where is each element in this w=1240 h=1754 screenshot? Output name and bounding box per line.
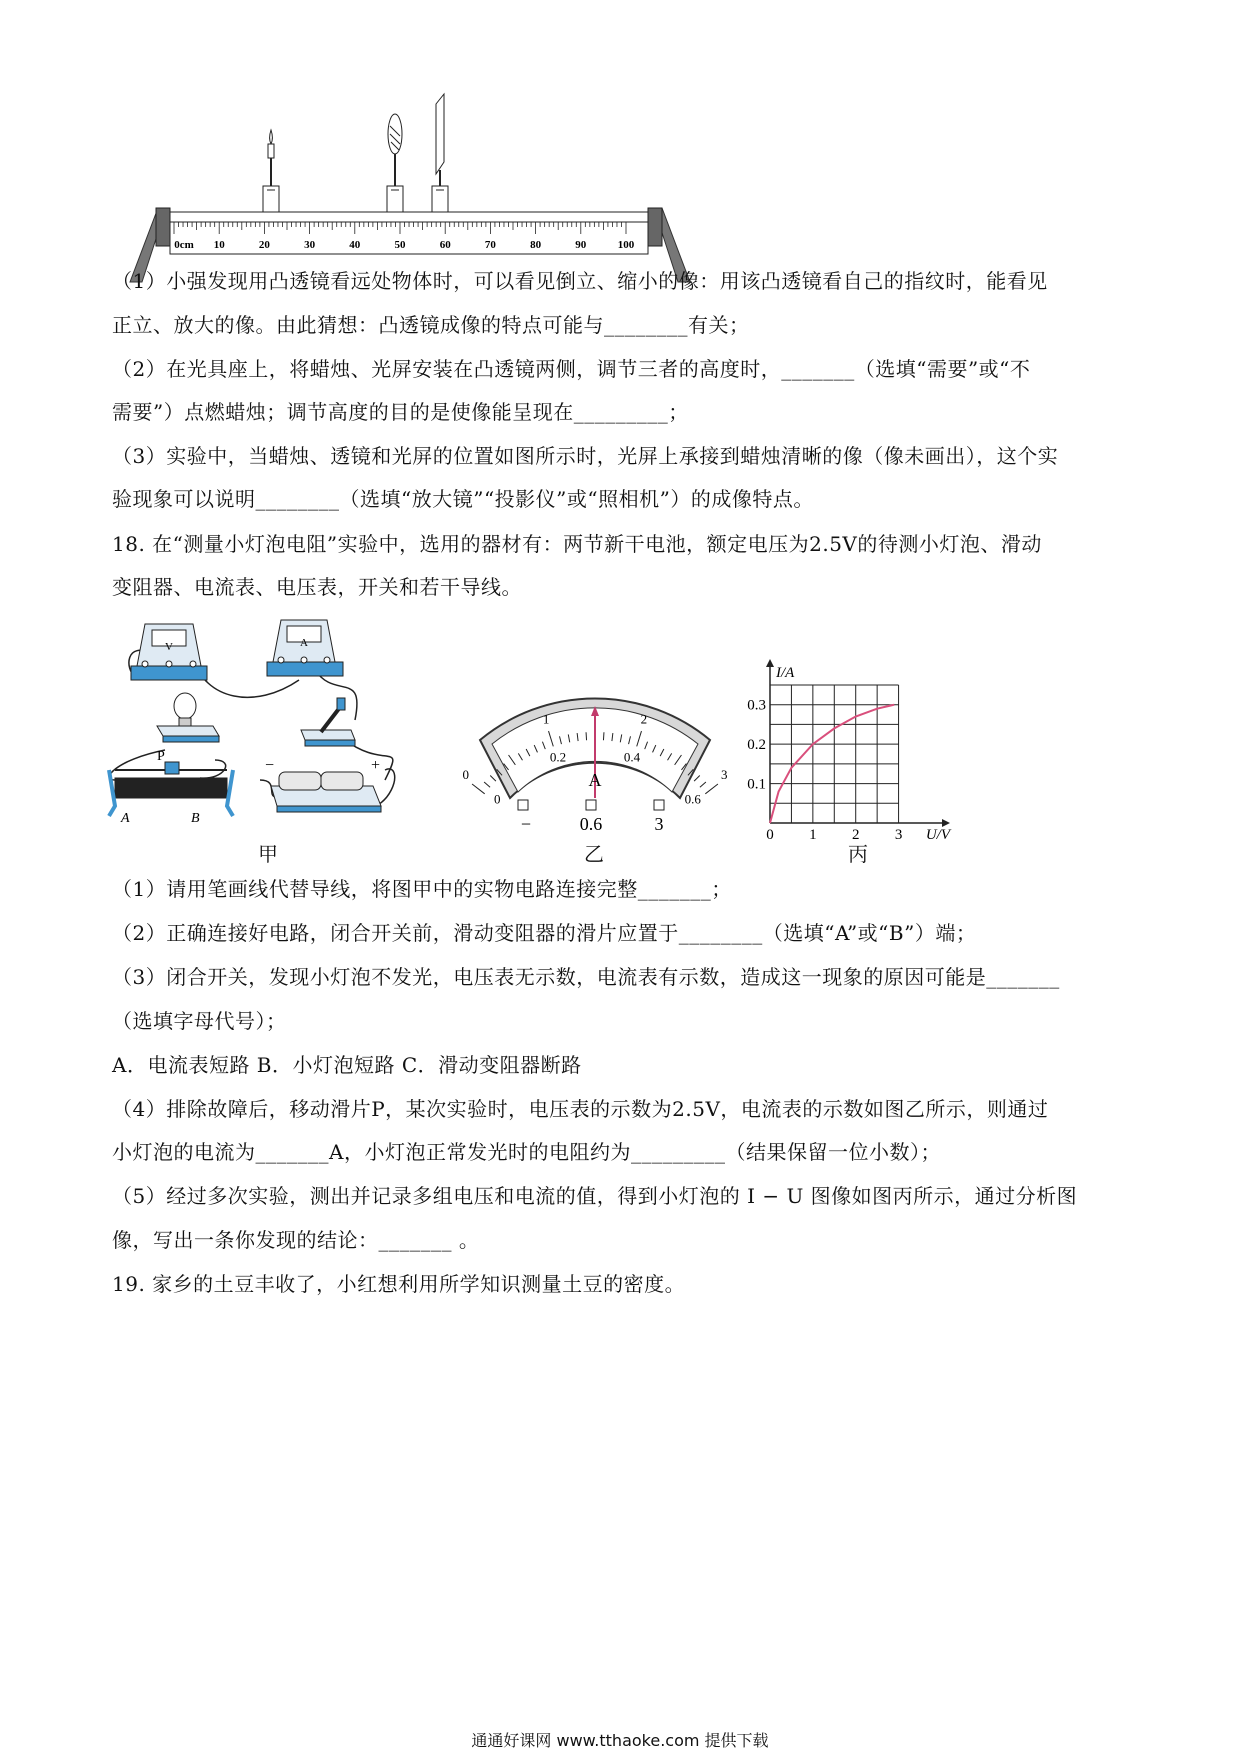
ammeter-label: A (300, 637, 308, 649)
q18-part5-line1: （5）经过多次实验，测出并记录多组电压和电流的值，得到小灯泡的 I − U 图像如图丙所示，通过分析图 (112, 1184, 1078, 1208)
q18-stem-line1: 18. 在“测量小灯泡电阻”实验中，选用的器材有：两节新干电池，额定电压为2.5V的待测小灯泡、滑动 (112, 532, 1042, 556)
x-axis-arrow (942, 819, 950, 827)
dial-tick (484, 782, 490, 787)
q18-part4-line2: 小灯泡的电流为_______A，小灯泡正常发光时的电阻约为_________（结果保留一位小数）； (112, 1140, 941, 1164)
caption-bing: 丙 (848, 844, 868, 866)
q17-part3-line2: 验现象可以说明________（选填“放大镜”“投影仪”或“照相机”）的成像特点。 (112, 487, 814, 511)
q18-options: A．电流表短路 B．小灯泡短路 C．滑动变阻器断路 (112, 1053, 582, 1077)
y-axis-label: I/A (776, 665, 795, 681)
circuit-figure-jia (105, 610, 445, 840)
convex-lens (387, 114, 403, 212)
dial-tick (490, 775, 496, 781)
slider-label-p: P (157, 749, 165, 764)
terminal-3: 3 (654, 814, 664, 834)
x-tick-label: 2 (851, 827, 860, 843)
q17-part1-line1: （1）小强发现用凸透镜看远处物体时，可以看见倒立、缩小的像：用该凸透镜看自己的指纹时，能看见 (112, 269, 1048, 293)
dial-inner-label: 0.4 (623, 749, 641, 765)
y-axis-arrow (766, 659, 774, 667)
y-tick-label: 0.2 (747, 737, 766, 754)
dial-inner-label: 0.6 (684, 791, 701, 807)
candle (263, 130, 279, 212)
ruler-label: 60 (439, 239, 451, 251)
dial-inner-label: 0 (494, 791, 501, 807)
q17-part2-line2: 需要”）点燃蜡烛；调节高度的目的是使像能呈现在_________； (112, 400, 689, 424)
ruler-label: 0cm (174, 239, 194, 251)
ruler-label: 80 (530, 239, 542, 251)
voltmeter-label: V (165, 641, 173, 653)
q18-stem-line2: 变阻器、电流表、电压表，开关和若干导线。 (112, 575, 522, 599)
y-tick-label: 0.1 (747, 776, 766, 793)
chart-grid (770, 685, 899, 823)
dial-outer-label: 2 (640, 711, 648, 727)
terminal-0-6: 0.6 (579, 814, 603, 834)
q18-part3-line1: （3）闭合开关，发现小灯泡不发光，电压表无示数，电流表有示数，造成这一现象的原因可能是_______ (112, 965, 1060, 989)
rheostat-end-b: B (191, 811, 200, 826)
battery-minus: − (265, 757, 275, 774)
light-bulb (157, 693, 219, 742)
q19-stem: 19. 家乡的土豆丰收了，小红想利用所学知识测量土豆的密度。 (112, 1272, 686, 1296)
rheostat-end-a: A (121, 811, 130, 826)
q18-part5-line2: 像，写出一条你发现的结论：_______ 。 (112, 1228, 480, 1252)
dial-tick (694, 775, 700, 781)
ruler-label: 20 (258, 239, 270, 251)
q18-part4-line1: （4）排除故障后，移动滑片P，某次实验时，电压表的示数为2.5V，电流表的示数如图乙所示，则通过 (112, 1097, 1049, 1121)
origin-label: 0 (766, 827, 774, 843)
dial-outer-label: 1 (542, 711, 550, 727)
q17-part2-line1: （2）在光具座上，将蜡烛、光屏安装在凸透镜两侧，调节三者的高度时，_______（选填“需要”或“不 (112, 357, 1031, 381)
terminal-minus: − (520, 814, 532, 834)
q18-part2: （2）正确连接好电路，闭合开关前，滑动变阻器的滑片应置于________（选填“A”或“B”）端； (112, 921, 977, 945)
q18-part3-line2: （选填字母代号）； (112, 1009, 287, 1033)
battery-plus: + (371, 757, 381, 774)
ammeter (267, 620, 343, 676)
voltmeter (131, 624, 207, 680)
optical-bench-figure (120, 100, 700, 290)
ruler-label: 40 (349, 239, 361, 251)
dial-tick (705, 784, 718, 794)
caption-yi: 乙 (584, 844, 604, 866)
dial-tick (700, 782, 706, 787)
q18-part1: （1）请用笔画线代替导线，将图甲中的实物电路连接完整_______； (112, 877, 732, 901)
ruler-label: 70 (484, 239, 496, 251)
x-axis-label: U/V (925, 827, 950, 843)
ruler-label: 30 (304, 239, 316, 251)
q17-part3-line1: （3）实验中，当蜡烛、透镜和光屏的位置如图所示时，光屏上承接到蜡烛清晰的像（像未画出），这个实 (112, 444, 1059, 468)
y-tick-label: 0.3 (747, 697, 766, 714)
battery-box (265, 757, 381, 812)
ammeter-dial-figure-yi (462, 680, 728, 840)
light-screen (432, 94, 448, 212)
iu-graph-figure-bing (740, 655, 970, 843)
dial-outer-label: 0 (462, 767, 470, 783)
ruler-label: 10 (213, 239, 225, 251)
x-tick-label: 1 (809, 827, 817, 843)
ruler-label: 100 (617, 239, 635, 251)
dial-inner-label: 0.2 (549, 749, 567, 765)
rheostat (109, 749, 233, 826)
dial-tick (472, 784, 485, 794)
switch (301, 698, 355, 746)
q17-part1-line2: 正立、放大的像。由此猜想：凸透镜成像的特点可能与________有关； (112, 313, 750, 337)
dial-unit: A (588, 770, 602, 790)
dial-outer-label: 3 (720, 767, 728, 783)
caption-jia: 甲 (258, 844, 278, 866)
meter-terminals (518, 800, 664, 834)
x-tick-label: 3 (894, 827, 903, 843)
page-footer: 通通好课网 www.tthaoke.com 提供下载 (471, 1731, 769, 1750)
ruler-label: 90 (575, 239, 587, 251)
ruler-label: 50 (394, 239, 406, 251)
